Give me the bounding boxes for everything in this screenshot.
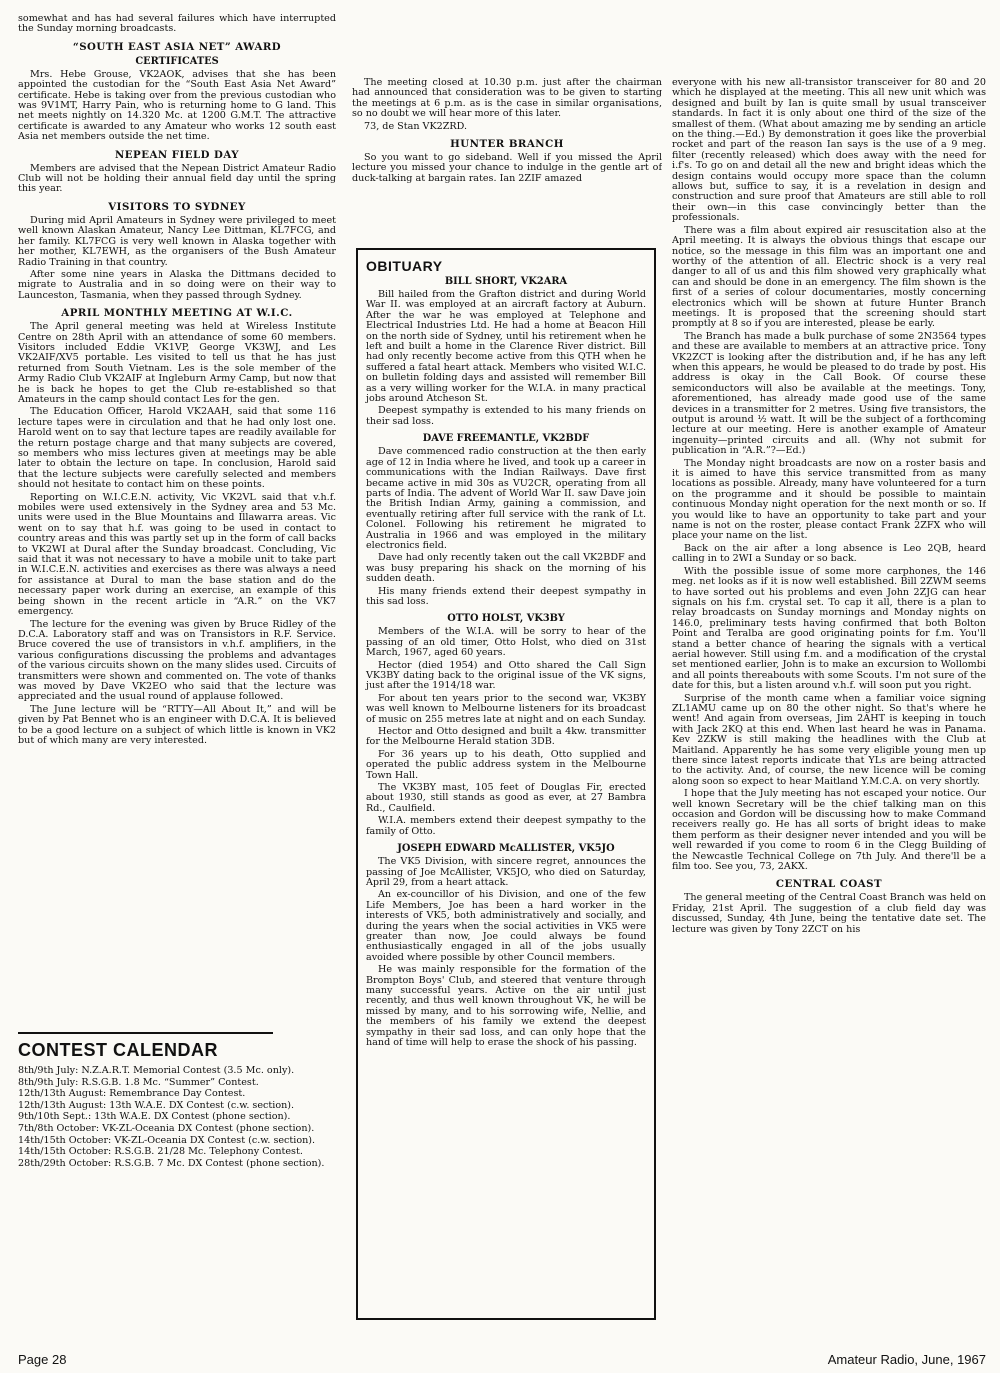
paragraph: Reporting on W.I.C.E.N. activity, Vic VK2VL said that v.h.f. mobiles were used extensively in the Sydney area and 53 Mc. units were used in the Blue Mountains and Illawarra areas. Vic went on to say that h.f. was going to be used in contact to country areas and this was partly set up in the form of call backs to VK2WI at Dural after the Sunday broadcast. Concluding, Vic said that it was not necessary to have a mobile unit to take part in W.I.C.E.N. activities and exercises as there was always a need for assistance at Dural to man the base station and do the necessary paper work during an exercise, an example of this being shown in the recent article in “A.R.” on the VK7 emergency. (18, 491, 336, 618)
obituary-name: BILL SHORT, VK2ARA (444, 276, 568, 287)
paragraph: The lecture for the evening was given by Bruce Ridley of the D.C.A. Laboratory staff and was on Transistors in R.F. Service. Bruce covered the use of transistors in v.h.f. amplifiers, in the various configurations discussing the problems and advantages of the various circuits shown on the many slides used. Circuits of transmitters were shown and commented on. The vote of thanks was moved by Dave VK2EO who said that the lecture was appreciated and the usual round of applause followed. (18, 618, 336, 703)
section-subheading: CERTIFICATES (135, 55, 219, 67)
paragraph: The April general meeting was held at Wireless Institute Centre on 28th April with an attendance of some 60 members. Visitors included Eddie VK1VP, George VK3WJ, and Les VK2AIF/XV5 portable. Les visited to tell us that he has just returned from South Vietnam. Les is the sole member of the Army Radio Club VK2AIF at Ingleburn Army Camp, but now that he is back he hopes to get the Club re-established so that Amateurs in the camp should contact Les for the gen. (18, 321, 336, 405)
paragraph: The June lecture will be “RTTY—All About It,” and will be given by Pat Bennet who is an engineer with D.C.A. It is believed to be a good lecture on a subject of which little is known in VK2 but of which many are very interested. (18, 703, 336, 746)
paragraph: Hector (died 1954) and Otto shared the Call Sign VK3BY dating back to the original issue of the VK signs, just after the 1914/18 war. (366, 659, 646, 692)
paragraph: Dave commenced radio construction at the then early age of 12 in India where he lived, and took up a career in communications with the Indian Railways. Dave first became active in mid 30s as VU2CR, operating from all parts of India. The advent of World War II. saw Dave join the British Indian Army, gaining a commission, and eventually retiring after full service with the rank of Lt. Colonel. Following his retirement he migrated to Australia in 1966 and was employed in the military electronics field. (366, 446, 646, 551)
section-heading: HUNTER BRANCH (450, 138, 564, 151)
calendar-row: 14th/15th October: VK-ZL-Oceania DX Contest (c.w. section). (18, 1134, 316, 1146)
paragraph: For about ten years prior to the second war, VK3BY was well known to Melbourne listeners for its broadcast of music on 255 metres late at night and on each Sunday. (366, 692, 646, 725)
paragraph: An ex-councillor of his Division, and one of the few Life Members, Joe has been a hard worker in the interests of VK5, both administratively and socially, and during the years when the social activities in VK5 were greater than now, Joe could always be found enthusiastically engaged in all of the jobs usually avoided where possible by other Council members. (366, 889, 646, 963)
calendar-row: 28th/29th October: R.S.G.B. 7 Mc. DX Contest (phone section). (18, 1157, 325, 1169)
obituary-name: OTTO HOLST, VK3BY (447, 613, 565, 625)
page-number: Page 28 (18, 1352, 67, 1367)
calendar-row: 8th/9th July: R.S.G.B. 1.8 Mc. “Summer” Contest. (18, 1076, 259, 1088)
section-heading: APRIL MONTHLY MEETING AT W.I.C. (61, 307, 293, 320)
contest-calendar (18, 1032, 336, 1322)
paragraph: The meeting closed at 10.30 p.m. just after the chairman had announced that consideration was to be given to starting the meetings at 6 p.m. as is the case in similar organisations, so no doubt we will hear more of this later. (352, 78, 662, 120)
calendar-row: 12th/13th August: Remembrance Day Contest. (18, 1088, 246, 1100)
intro-paragraph: somewhat and has had several failures which have interrupted the Sunday morning broadcasts. (18, 14, 336, 35)
calendar-row: 7th/8th October: VK-ZL-Oceania DX Contest (phone section). (18, 1122, 315, 1134)
paragraph: Mrs. Hebe Grouse, VK2AOK, advises that she has been appointed the custodian for the “South East Asia Net Award” certificate. Hebe is taking over from the previous custodian who was 9V1MT, Harry Pain, who is returning home to G land. This net meets nightly on 14.320 Mc. at 1200 G.M.T. The attractive certificate is awarded to any Amateur who works 12 south east Asia net members outside the net time. (18, 68, 336, 143)
calendar-rule (18, 1032, 273, 1034)
section-heading: VISITORS TO SYDNEY (108, 200, 246, 213)
paragraph: The VK5 Division, with sincere regret, announces the passing of Joe McAllister, VK5JO, who died on Saturday, April 29, from a heart attack. (366, 856, 646, 888)
magazine-footer: Amateur Radio, June, 1967 (827, 1352, 986, 1367)
paragraph: The Monday night broadcasts are now on a roster basis and it is aimed to have this service transmitted from as many locations as possible. Already, many have volunteered for a turn on the programme and it should be possible to maintain continuous Monday night operation for the next month or so. If you would like to have an opportunity to take part and your name is not on the roster, please contact Frank 2ZFX who will place your name on the list. (672, 457, 986, 542)
obituary-name: DAVE FREEMANTLE, VK2BDF (422, 433, 590, 445)
paragraph: He was mainly responsible for the formation of the Brompton Boys' Club, and steered that venture through many successful years. Active on the air until just recently, and thus well known throughout VK, he will be missed by many, and to his sorrowing wife, Nellie, and the members of his family we extend the deepest sympathy in their sad loss, and can only hope that the hand of time will help to erase the shock of his passing. (366, 964, 646, 1048)
paragraph: During mid April Amateurs in Sydney were privileged to meet well known Alaskan Amateur, Nancy Lee Dittman, KL7FCG, and her family. KL7FCG is very well known in Alaska together with her mother, KL7EWH, as the organisers of the Bush Amateur Radio Training in that country. (18, 214, 336, 268)
paragraph: With the possible issue of some more carphones, the 146 meg. net looks as if it is now well established. Bill 2ZWM seems to have sorted out his problems and even John 2ZJG can hear signals on his f.m. crystal set. To cap it all, there is a plan to relay broadcasts on Sunday mornings and Monday nights on 146.0, preliminary tests having confirmed that both Bolton Point and Teralba are good originating points for f.m. You'll stand a better chance of hearing the signals with a vertical aerial however. Still using f.m. and a modification of the crystal set mentioned earlier, John is to make an excursion to Wollombi and all points thereabouts with some Scouts. I'm not sure of the date for this, but a listen around v.h.f. will soon put you right. (672, 565, 986, 692)
paragraph: The general meeting of the Central Coast Branch was held on Friday, 21st April. The suggestion of a club field day was discussed, Sunday, 4th June, being the tentative date set. The lecture was given by Tony 2ZCT on his (672, 892, 986, 935)
paragraph: I hope that the July meeting has not escaped your notice. Our well known Secretary will be the chief talking man on this occasion and Gordon will be discussing how to make Command receivers really go. He has all sorts of bright ideas to make them perform as their designer never intended and you will be well rewarded if you come to room 6 in the Clegg Building of the Newcastle Technical College on 7th July. And there'll be a film too. See you, 73, 2AKX. (672, 788, 986, 873)
paragraph: Surprise of the month came when a familiar voice signing ZL1AMU came up on 80 the other night. So that's where he went! And again from overseas, Jim 2AHT is keeping in touch with Jack 2KQ at this end. When last heard he was in Panama. Kev 2ZKW is still making the headlines with the Club at Maitland. Apparently he has some very eligible young men up there since latest reports indicate that YLs are being attracted to the activity. And, of course, the new licence will be coming along soon so expect to hear Maitland Y.M.C.A. on very shortly. (672, 692, 986, 787)
paragraph: So you want to go sideband. Well if you missed the April lecture you missed your chance to indulge in the gentle art of duck-talking at bargain rates. Ian 2ZIF amazed (352, 152, 662, 184)
paragraph: Bill hailed from the Grafton district and during World War II. was employed at an aircraft factory at Auburn. After the war he was employed at Telephone and Electrical Industries Ltd. He had a home at Beacon Hill on the north side of Sydney, until his retirement when he left and built a home in the Clarence River district. Bill had only recently become active from this QTH when he suffered a fatal heart attack. Members who visited W.I.C. on bulletin folding days and assisted will remember Bill as a very willing worker for the W.I.A. in many practical jobs around Atcheson St. (366, 289, 646, 405)
signature: 73, de Stan VK2ZRD. (364, 120, 468, 132)
paragraph: The Education Officer, Harold VK2AAH, said that some 116 lecture tapes were in circulation and that he had only lost one. Harold went on to say that lecture tapes are readily available for the return postage charge and that many subjects are covered, so members who miss lectures given at meetings may be able later to obtain the lecture on tape. In conclusion, Harold said that the lecture subjects were carefully selected and members should not hesitate to contact him on these points. (18, 406, 336, 491)
paragraph: everyone with his new all-transistor transceiver for 80 and 20 which he displayed at the meeting. This all new unit which was designed and built by Ian is quite small by usual transceiver standards. In fact it is only about one third of the size of the smallest of them. (What about amazing me by sending an article on the thing.—Ed.) By demonstration it goes like the proverbial rocket and part of the reason Ian says is the use of a 9 meg. filter (recently released) which does away with the need for i.f's. To go on and detail all the new and bright ideas which the design contains would occupy more space than the column allows but, suffice to say, it is a revelation in design and construction and sure proof that Amateurs are still able to roll their own—in this case convincingly better than the professionals. (672, 78, 986, 224)
section-heading: NEPEAN FIELD DAY (114, 148, 240, 161)
calendar-row: 12th/13th August: 13th W.A.E. DX Contest (c.w. section). (18, 1099, 295, 1111)
paragraph: His many friends extend their deepest sympathy in this sad loss. (366, 585, 646, 607)
paragraph: Hector and Otto designed and built a 4kw. transmitter for the Melbourne Herald station 3DB. (366, 726, 646, 748)
paragraph: There was a film about expired air resuscitation also at the April meeting. It is always the obvious things that escape our notice, so the message in this film was an important one and worthy of the attention of all. Electric shock is a very real danger to all of us and this film showed very graphically what can and should be done in an emergency. The film shown is the first of a series of colour documentaries, mostly concerning electronics which will be shown at future Hunter Branch meetings. It is proposed that the screening should start promptly at 8 so if you are interested, please be early. (672, 224, 986, 330)
section-heading: “SOUTH EAST ASIA NET” AWARD (72, 40, 282, 53)
paragraph: Members are advised that the Nepean District Amateur Radio Club will not be holding their annual field day until the spring this year. (18, 162, 336, 195)
calendar-row: 14th/15th October: R.S.G.B. 21/28 Mc. Telephony Contest. (18, 1146, 303, 1158)
paragraph: W.I.A. members extend their deepest sympathy to the family of Otto. (366, 815, 646, 837)
paragraph: The VK3BY mast, 105 feet of Douglas Fir, erected about 1930, still stands as good as ever, at 27 Bambra Rd., Caulfield. (366, 782, 646, 814)
paragraph: Back on the air after a long absence is Leo 2QB, heard calling in to 2WI a Sunday or so back. (672, 542, 986, 565)
paragraph: After some nine years in Alaska the Dittmans decided to migrate to Australia and in so doing were on their way to Launceston, Tasmania, when they passed through Sydney. (18, 268, 336, 301)
section-heading: CENTRAL COAST (775, 878, 883, 891)
paragraph: The Branch has made a bulk purchase of some 2N3564 types and these are available to members at an attractive price. Tony VK2ZCT is looking after the distribution and, if he has any left when this appears, he would be pleased to do trade by post. His address is okay in the Call Book. Of course these semiconductors will also be available at the meetings. Tony, aforementioned, has already made good use of the same devices in a transmitter for 2 metres. Using five transistors, the output is around ½ watt. It will be the subject of a forthcoming lecture at our meeting. Here is another example of Amateur ingenuity—printed circuits and all. (Why not submit for publication in “A.R.”?—Ed.) (672, 330, 986, 457)
column-right (672, 78, 986, 1333)
calendar-row: 9th/10th Sept.: 13th W.A.E. DX Contest (phone section). (18, 1111, 291, 1123)
contest-calendar-title: CONTEST CALENDAR (18, 1040, 218, 1060)
paragraph: For 36 years up to his death, Otto supplied and operated the public address system in the Melbourne Town Hall. (366, 748, 646, 781)
calendar-row: 8th/9th July: N.Z.A.R.T. Memorial Contest (3.5 Mc. only). (18, 1065, 295, 1076)
obituary-title: OBITUARY (366, 258, 443, 274)
obituary-box (356, 248, 656, 1320)
paragraph: Dave had only recently taken out the call VK2BDF and was busy preparing his shack on the morning of his sudden death. (366, 552, 646, 585)
column-middle (352, 78, 662, 248)
paragraph: Members of the W.I.A. will be sorry to hear of the passing of an old timer, Otto Holst, who died on 31st March, 1967, aged 60 years. (366, 626, 646, 659)
paragraph: Deepest sympathy is extended to his many friends on their sad loss. (366, 405, 646, 427)
obituary-name: JOSEPH EDWARD McALLISTER, VK5JO (397, 843, 615, 855)
